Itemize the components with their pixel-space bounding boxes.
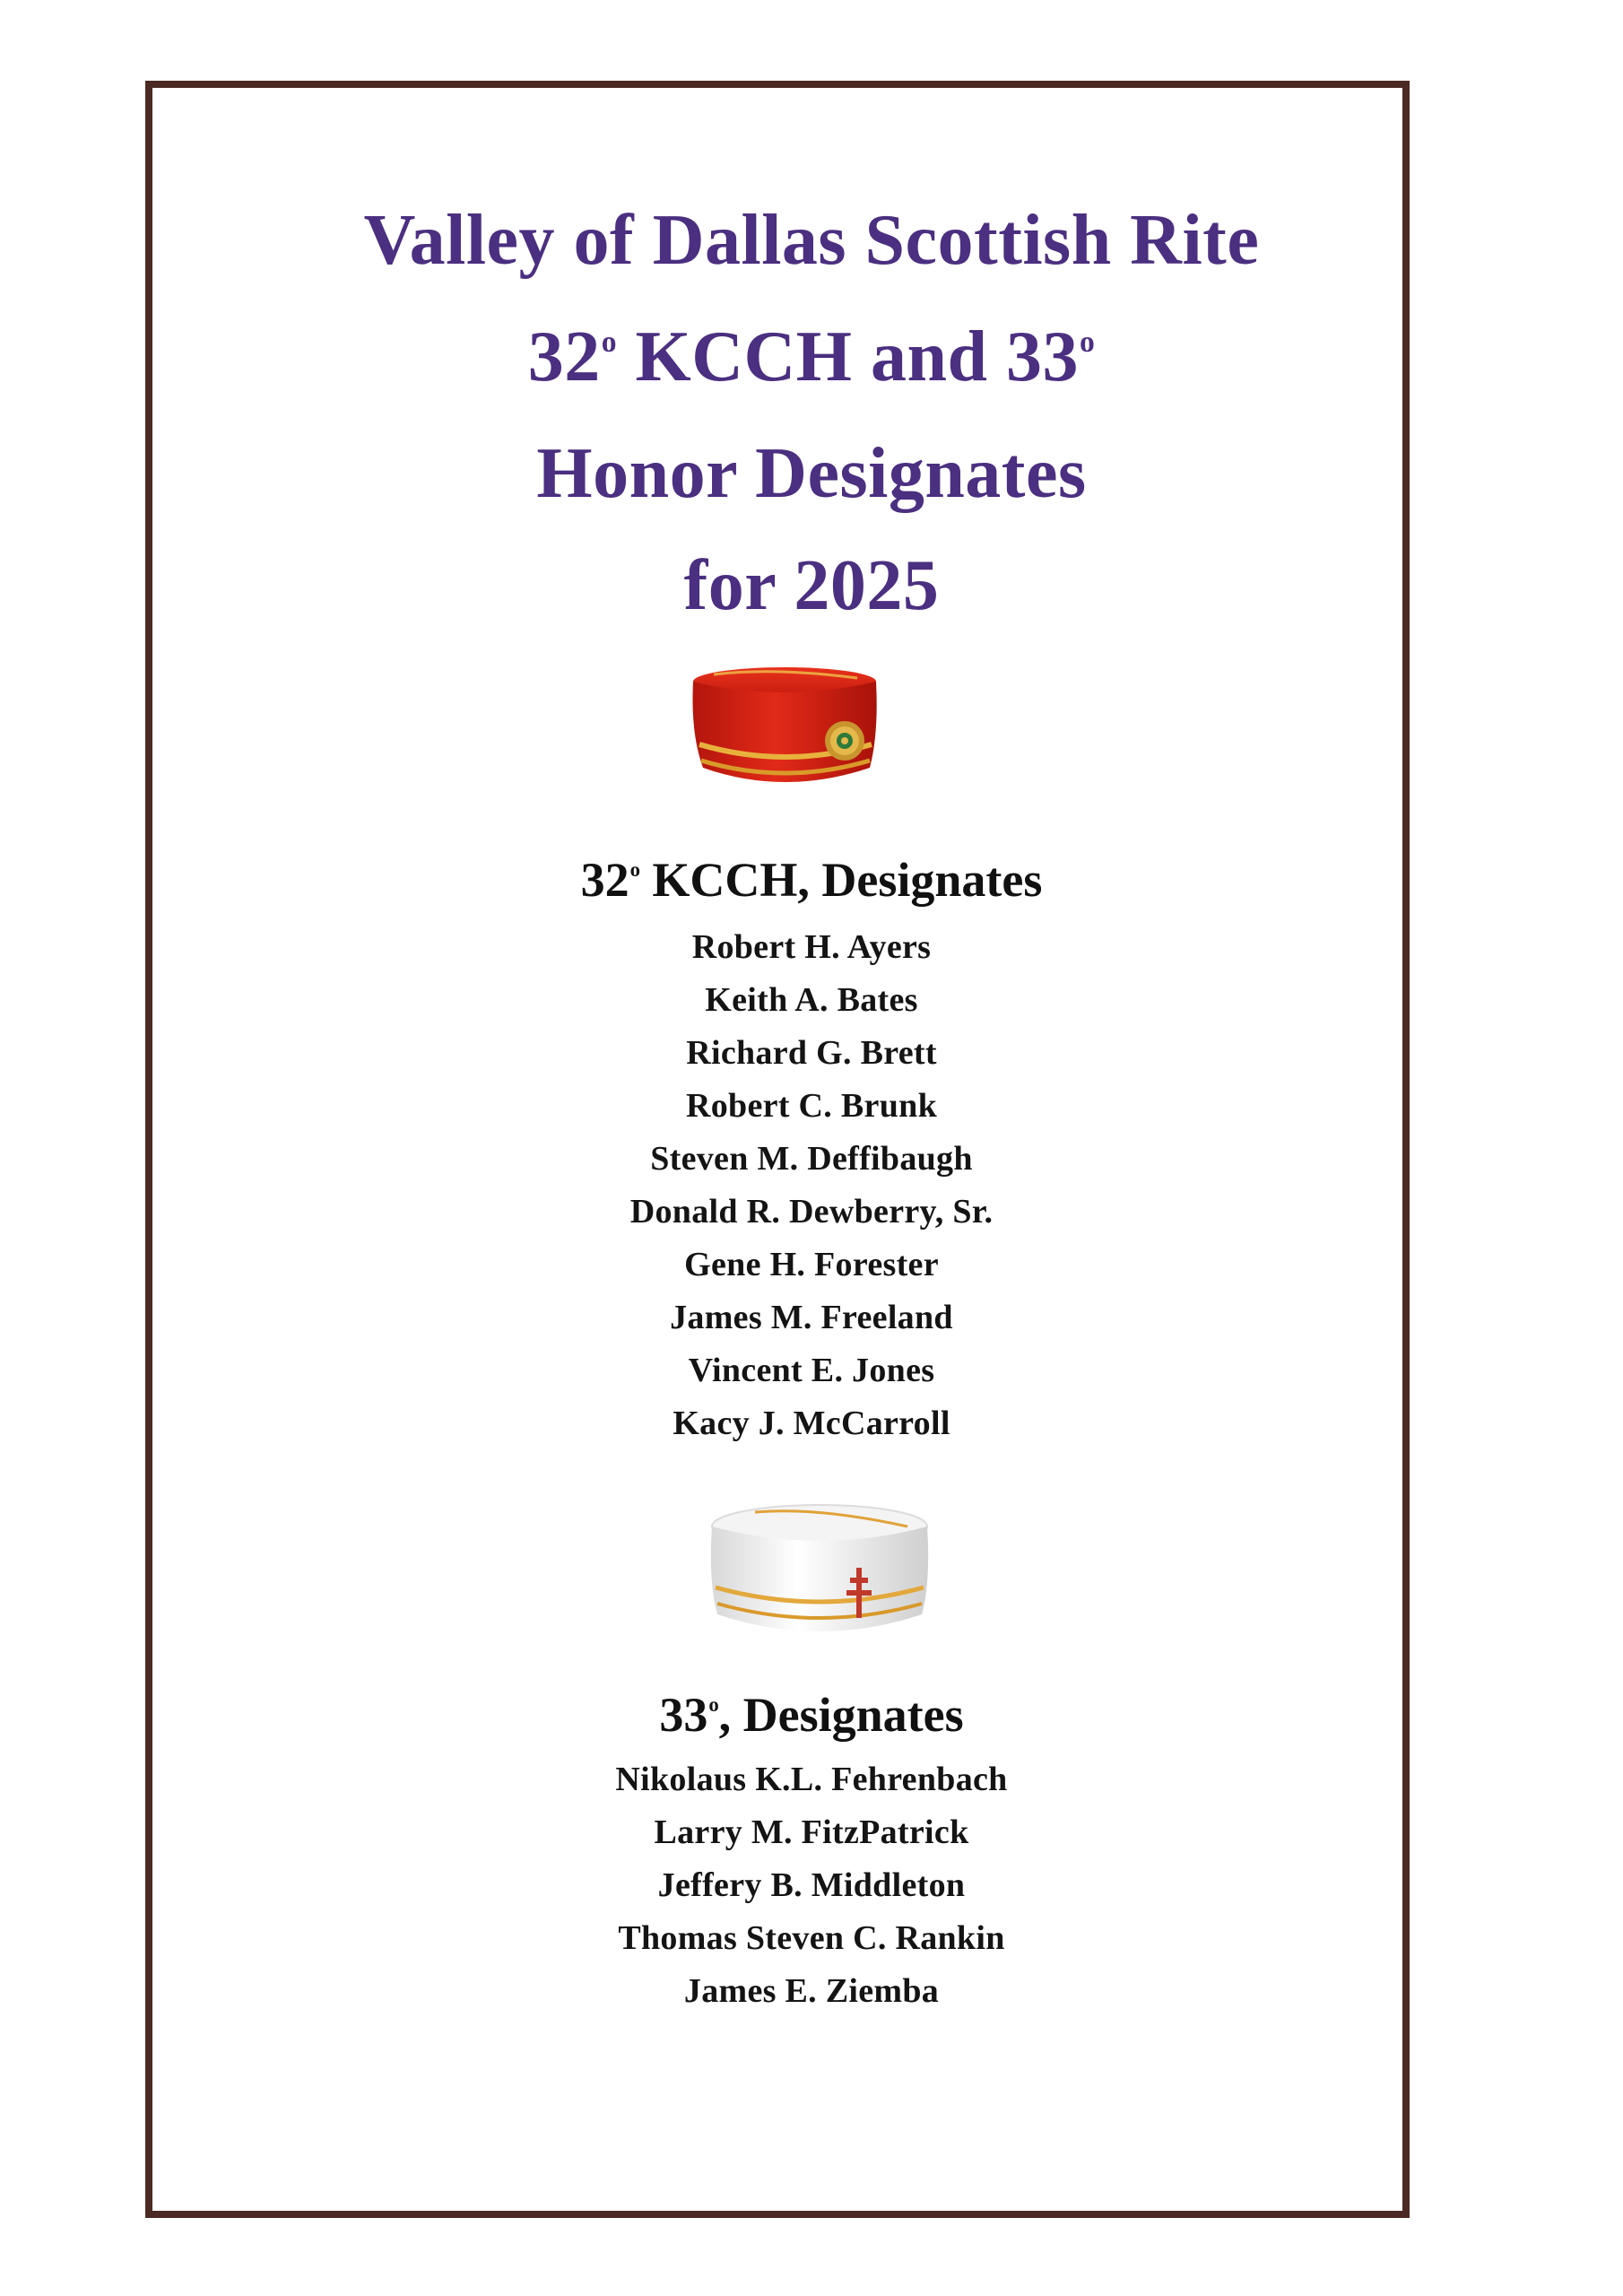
list-item: James E. Ziemba: [683, 1972, 940, 2010]
kcch-heading-number: 32: [580, 853, 629, 907]
list-item: Kacy J. McCarroll: [673, 1405, 950, 1442]
list-item: Nikolaus K.L. Fehrenbach: [615, 1761, 1008, 1798]
list-item: Gene H. Forester: [684, 1246, 939, 1283]
thirty-third-heading-number: 33: [659, 1688, 708, 1742]
title-line-3-text: Honor Designates: [536, 434, 1087, 513]
list-item: Robert H. Ayers: [691, 928, 932, 966]
list-item: Donald R. Dewberry, Sr.: [629, 1193, 994, 1231]
list-item: Steven M. Deffibaugh: [650, 1140, 973, 1178]
degree-mark: o: [601, 326, 617, 360]
list-item: Vincent E. Jones: [688, 1352, 935, 1389]
list-item: Larry M. FitzPatrick: [654, 1813, 969, 1851]
list-item: Robert C. Brunk: [685, 1087, 938, 1125]
thirty-third-heading: [0, 1688, 1623, 1742]
kcch-heading: [0, 853, 1623, 907]
list-item: James M. Freeland: [670, 1299, 953, 1336]
kcch-heading-text: KCCH, Designates: [639, 853, 1043, 907]
list-item: Richard G. Brett: [686, 1034, 937, 1072]
title-kcch-and-33: KCCH and 33: [617, 317, 1079, 396]
title-degree-32: 32: [527, 317, 601, 396]
list-item: Keith A. Bates: [705, 981, 918, 1019]
title-line-3: [0, 434, 1623, 513]
list-item: Thomas Steven C. Rankin: [618, 1919, 1005, 1957]
title-line-1: [0, 201, 1623, 280]
title-line-1-text: Valley of Dallas Scottish Rite: [363, 201, 1260, 280]
white-33rd-degree-cap-icon: [701, 1500, 938, 1645]
title-line-4-text: for 2025: [683, 546, 940, 625]
title-line-4: [0, 546, 1623, 625]
degree-mark: o: [708, 1693, 719, 1717]
degree-mark: o: [629, 858, 640, 882]
degree-mark: o: [1079, 326, 1096, 360]
thirty-third-heading-text: , Designates: [718, 1688, 964, 1742]
title-line-2: [0, 317, 1623, 396]
red-kcch-cap-icon: [687, 662, 882, 796]
thirty-third-designates-list: [0, 1753, 1623, 2018]
list-item: Jeffery B. Middleton: [657, 1866, 966, 1904]
kcch-designates-list: [0, 921, 1623, 1450]
